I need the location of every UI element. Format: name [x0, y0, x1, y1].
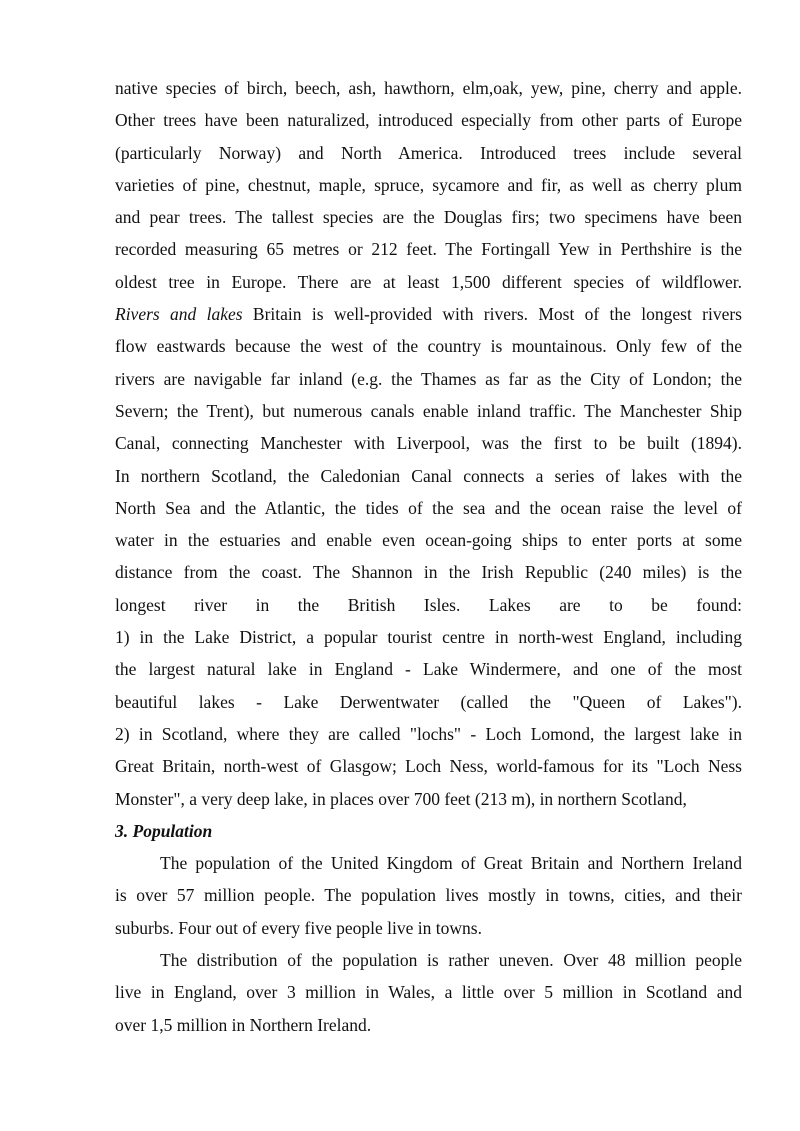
section-heading: 3. Population	[115, 820, 213, 841]
paragraph-line: live in England, over 3 million in Wales, a little over 5 million in Scotland and	[115, 982, 742, 1003]
text-line: varieties of pine, chestnut, maple, spruce, sycamore and fir, as well as cherry plum	[115, 174, 742, 195]
text-line: water in the estuaries and enable even ocean-going ships to enter ports at some	[115, 530, 742, 551]
text-line: Severn; the Trent), but numerous canals enable inland traffic. The Manchester Ship	[115, 400, 742, 421]
paragraph-line: suburbs. Four out of every five people live in towns.	[115, 917, 482, 938]
text-line: Monster", a very deep lake, in places over 700 feet (213 m), in northern Scotland,	[115, 788, 687, 809]
paragraph-line: is over 57 million people. The population lives mostly in towns, cities, and their	[115, 885, 742, 906]
text-line: native species of birch, beech, ash, hawthorn, elm,oak, yew, pine, cherry and apple.	[115, 78, 742, 98]
text-line: Canal, connecting Manchester with Liverpool, was the first to be built (1894).	[115, 433, 742, 454]
text-line: distance from the coast. The Shannon in the Irish Republic (240 miles) is the	[115, 562, 742, 583]
text-line: recorded measuring 65 metres or 212 feet. The Fortingall Yew in Perthshire is the	[115, 239, 742, 260]
text-line: longest river in the British Isles. Lakes are to be found:	[115, 594, 742, 615]
rivers-lakes-subheading: Rivers and lakes	[115, 304, 243, 325]
paragraph-line: The population of the United Kingdom of Great Britain and Northern Ireland	[160, 853, 742, 874]
text-line: rivers are navigable far inland (e.g. the Thames as far as the City of London; the	[115, 368, 742, 389]
paragraph-line: over 1,5 million in Northern Ireland.	[115, 1014, 372, 1035]
paragraph-line: The distribution of the population is rather uneven. Over 48 million people	[160, 950, 742, 971]
text-line: and pear trees. The tallest species are the Douglas firs; two specimens have been	[115, 207, 742, 228]
text-line: flow eastwards because the west of the country is mountainous. Only few of the	[115, 336, 742, 357]
text-line: the largest natural lake in England - Lake Windermere, and one of the most	[115, 659, 742, 680]
text-line: oldest tree in Europe. There are at least 1,500 different species of wildflower.	[115, 271, 742, 292]
rivers-lakes-text: Britain is well-provided with rivers. Most of the longest rivers	[242, 304, 742, 325]
document-page	[115, 72, 742, 1041]
text-line: In northern Scotland, the Caledonian Canal connects a series of lakes with the	[115, 465, 742, 486]
rivers-lakes-line	[115, 298, 742, 330]
text-line: beautiful lakes - Lake Derwentwater (called the "Queen of Lakes").	[115, 691, 742, 712]
text-line: (particularly Norway) and North America. Introduced trees include several	[115, 142, 742, 163]
text-line: 2) in Scotland, where they are called "lochs" - Loch Lomond, the largest lake in	[115, 723, 742, 744]
text-line: North Sea and the Atlantic, the tides of the sea and the ocean raise the level of	[115, 497, 742, 518]
text-line: Great Britain, north-west of Glasgow; Loch Ness, world-famous for its "Loch Ness	[115, 756, 742, 777]
text-line: Other trees have been naturalized, introduced especially from other parts of Europe	[115, 110, 742, 131]
text-line: 1) in the Lake District, a popular tourist centre in north-west England, including	[115, 627, 742, 648]
